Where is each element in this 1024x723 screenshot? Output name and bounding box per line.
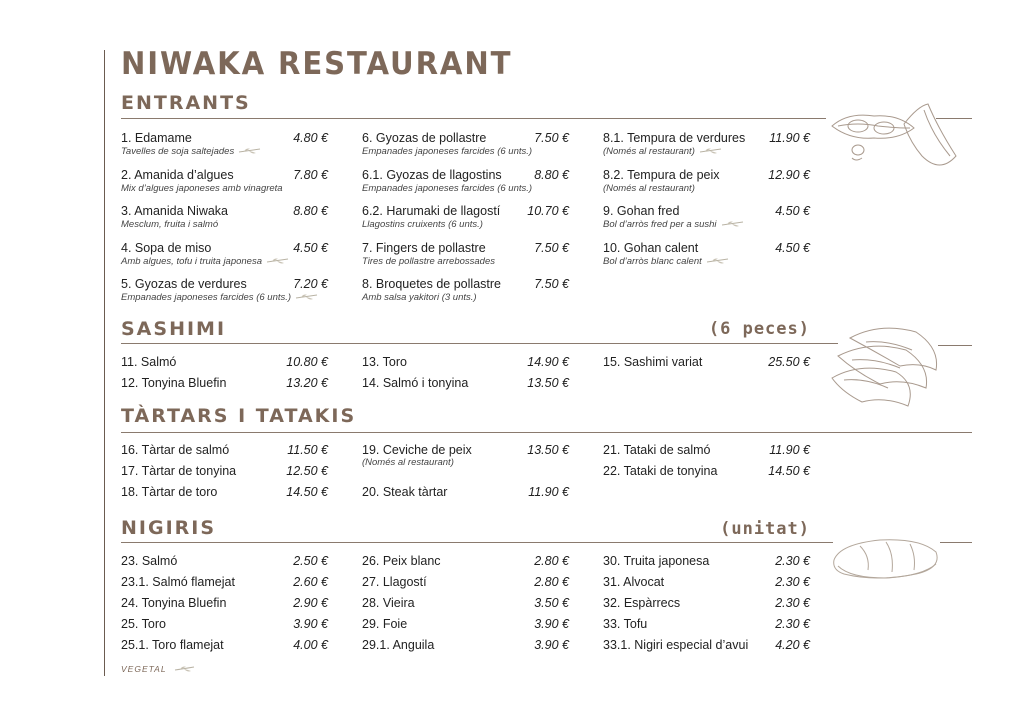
item-price: 11.50 € <box>287 443 328 457</box>
item-description <box>121 219 218 230</box>
item-price: 3.90 € <box>293 617 328 631</box>
item-name: 3. Amanida Niwaka <box>121 204 229 219</box>
item-name: 18. Tàrtar de toro <box>121 485 218 500</box>
item-name: 17. Tàrtar de tonyina <box>121 464 237 479</box>
item-description-text: (Només al restaurant) <box>603 146 695 157</box>
item-description <box>121 292 319 303</box>
item-price: 11.90 € <box>769 443 810 457</box>
item-price: 4.00 € <box>293 638 328 652</box>
item-price: 8.80 € <box>534 167 569 182</box>
item-name: 25.1. Toro flamejat <box>121 638 224 652</box>
item-name: 24. Tonyina Bluefin <box>121 596 227 610</box>
item-name: 22. Tataki de tonyina <box>603 464 718 479</box>
item-description-text: (Només al restaurant) <box>603 182 695 194</box>
item-name: 23.1. Salmó flamejat <box>121 575 235 589</box>
item-description <box>603 146 723 157</box>
item-price: 4.50 € <box>775 240 810 255</box>
item-name: 14. Salmó i tonyina <box>362 376 469 390</box>
item-description <box>362 256 495 267</box>
menu-item <box>362 131 569 159</box>
menu-item <box>362 355 569 371</box>
menu-item <box>603 617 810 633</box>
menu-item <box>121 277 328 305</box>
item-price: 7.20 € <box>293 277 328 292</box>
item-description-text: Llagostins cruixents (6 unts.) <box>362 219 483 231</box>
item-price: 7.50 € <box>534 277 569 292</box>
menu-item <box>121 575 328 591</box>
item-name: 26. Peix blanc <box>362 554 441 568</box>
restaurant-title: NIWAKA RESTAURANT <box>121 46 513 82</box>
menu-item <box>362 575 569 591</box>
item-name: 8.2. Tempura de peix <box>603 167 720 182</box>
item-description <box>362 219 483 230</box>
vegetal-legend-label: VEGETAL <box>121 664 167 674</box>
menu-item <box>603 355 810 371</box>
item-description-text: Tires de pollastre arrebossades <box>362 255 495 267</box>
item-name: 33. Tofu <box>603 617 648 631</box>
item-price: 3.50 € <box>534 596 569 610</box>
leaf-icon <box>295 293 319 302</box>
menu-item <box>603 204 810 232</box>
section-note-sashimi: (6 peces) <box>708 319 810 339</box>
item-description-text: Empanades japoneses farcides (6 unts.) <box>362 182 533 194</box>
item-name: 10. Gohan calent <box>603 240 699 255</box>
menu-item <box>603 596 810 612</box>
item-price: 13.50 € <box>527 443 569 457</box>
item-price: 13.20 € <box>286 376 328 390</box>
item-description-text: Empanades japoneses farcides (6 unts.) <box>362 146 533 157</box>
item-name: 6. Gyozas de pollastre <box>362 131 487 145</box>
item-price: 12.90 € <box>768 167 810 182</box>
item-description <box>603 256 730 267</box>
item-name: 33.1. Nigiri especial d’avui <box>603 638 749 652</box>
item-price: 14.50 € <box>768 464 810 479</box>
menu-item <box>603 554 810 570</box>
menu-item <box>121 204 328 232</box>
item-name: 12. Tonyina Bluefin <box>121 376 227 390</box>
sashimi-illustration <box>830 322 942 408</box>
menu-item <box>362 617 569 633</box>
menu-item <box>362 596 569 612</box>
section-title-tartars: TÀRTARS I TATAKIS <box>121 405 357 427</box>
item-name: 31. Alvocat <box>603 575 665 589</box>
section-rule <box>121 343 838 344</box>
item-price: 2.80 € <box>534 575 569 589</box>
section-title-sashimi: SASHIMI <box>121 318 227 340</box>
menu-item <box>121 617 328 633</box>
item-name: 19. Ceviche de peix <box>362 443 472 457</box>
item-price: 2.60 € <box>293 575 328 589</box>
leaf-icon <box>238 147 262 156</box>
item-price: 11.90 € <box>769 131 810 145</box>
item-price: 12.50 € <box>286 464 328 479</box>
item-name: 1. Edamame <box>121 131 192 145</box>
menu-item <box>362 638 569 654</box>
menu-item <box>362 277 569 305</box>
item-name: 23. Salmó <box>121 554 178 568</box>
item-price: 14.50 € <box>286 485 328 500</box>
item-name: 29. Foie <box>362 617 408 631</box>
item-price: 14.90 € <box>527 355 569 369</box>
item-price: 8.80 € <box>293 204 328 219</box>
menu-item <box>603 575 810 591</box>
section-rule <box>121 118 826 119</box>
item-description-text: Empanades japoneses farcides (6 unts.) <box>121 292 292 304</box>
menu-item <box>121 443 328 459</box>
section-rule-tail <box>938 345 972 346</box>
item-name: 11. Salmó <box>121 355 177 369</box>
item-name: 20. Steak tàrtar <box>362 485 448 499</box>
item-description <box>362 183 532 194</box>
menu-item <box>362 443 569 471</box>
menu-item <box>121 485 328 501</box>
menu-item <box>362 241 569 269</box>
menu-item <box>121 596 328 612</box>
menu-item <box>121 168 328 196</box>
menu-item <box>603 131 810 159</box>
item-price: 2.80 € <box>534 554 569 568</box>
menu-item <box>362 554 569 570</box>
item-price: 10.70 € <box>527 204 569 219</box>
item-name: 2. Amanida d’algues <box>121 167 234 182</box>
item-name: 4. Sopa de miso <box>121 240 212 255</box>
menu-item <box>121 638 328 654</box>
item-description-text: Mix d’algues japoneses amb vinagreta <box>121 182 283 194</box>
vegetal-legend <box>121 664 196 674</box>
item-description-text: Bol d’arròs blanc calent <box>603 255 702 267</box>
item-name: 29.1. Anguila <box>362 638 435 652</box>
item-name: 28. Vieira <box>362 596 415 610</box>
item-price: 2.50 € <box>293 554 328 568</box>
item-price: 7.50 € <box>534 131 569 145</box>
item-description <box>603 219 745 230</box>
section-title-entrants: ENTRANTS <box>121 92 251 114</box>
item-name: 13. Toro <box>362 355 407 369</box>
section-rule <box>121 542 833 543</box>
item-name: 9. Gohan fred <box>603 204 680 219</box>
item-price: 2.30 € <box>775 554 810 568</box>
leaf-icon <box>706 257 730 266</box>
item-name: 6.2. Harumaki de llagostí <box>362 204 501 219</box>
leaf-icon <box>174 665 196 674</box>
item-description-text: Amb algues, tofu i truita japonesa <box>121 255 263 267</box>
item-price: 25.50 € <box>768 355 810 369</box>
section-rule-tail <box>940 542 972 543</box>
item-name: 25. Toro <box>121 617 166 631</box>
item-description <box>603 183 695 194</box>
item-price: 4.20 € <box>775 638 810 652</box>
menu-item <box>362 376 569 392</box>
item-name: 16. Tàrtar de salmó <box>121 443 230 457</box>
item-price: 4.50 € <box>775 204 810 219</box>
item-description <box>362 457 454 468</box>
item-description <box>121 146 262 157</box>
item-name: 8. Broquetes de pollastre <box>362 277 501 292</box>
menu-item <box>121 241 328 269</box>
item-description <box>362 146 532 157</box>
item-price: 7.80 € <box>293 167 328 182</box>
menu-item <box>362 168 569 196</box>
item-name: 27. Llagostí <box>362 575 427 589</box>
item-price: 11.90 € <box>528 485 569 499</box>
item-price: 2.30 € <box>775 575 810 589</box>
item-price: 2.30 € <box>775 596 810 610</box>
menu-item <box>121 131 328 159</box>
item-name: 21. Tataki de salmó <box>603 443 711 457</box>
menu-item <box>603 241 810 269</box>
menu-item <box>121 554 328 570</box>
edamame-illustration <box>828 98 964 174</box>
item-price: 2.30 € <box>775 617 810 631</box>
section-note-nigiris: (unitat) <box>720 519 810 539</box>
item-name: 7. Fingers de pollastre <box>362 240 486 255</box>
item-description <box>121 183 283 194</box>
menu-item <box>362 204 569 232</box>
leaf-icon <box>266 257 290 266</box>
section-rule <box>121 432 972 433</box>
item-price: 7.50 € <box>534 240 569 255</box>
menu-item <box>603 464 810 480</box>
menu-item <box>603 443 810 459</box>
item-price: 2.90 € <box>293 596 328 610</box>
menu-item <box>121 355 328 371</box>
nigiri-illustration <box>830 534 942 584</box>
item-name: 30. Truita japonesa <box>603 554 710 568</box>
item-name: 5. Gyozas de verdures <box>121 277 247 292</box>
item-price: 4.80 € <box>293 131 328 145</box>
left-margin-line <box>104 50 105 676</box>
item-price: 10.80 € <box>286 355 328 369</box>
item-name: 8.1. Tempura de verdures <box>603 131 746 145</box>
item-price: 4.50 € <box>293 240 328 255</box>
menu-item <box>362 485 569 501</box>
menu-item <box>121 376 328 392</box>
item-name: 15. Sashimi variat <box>603 355 703 369</box>
item-name: 6.1. Gyozas de llagostins <box>362 167 502 182</box>
leaf-icon <box>721 220 745 229</box>
item-description-text: Mesclum, fruita i salmó <box>121 219 219 231</box>
item-name: 32. Espàrrecs <box>603 596 681 610</box>
menu-item <box>603 168 810 196</box>
item-price: 3.90 € <box>534 638 569 652</box>
item-description-text: Amb salsa yakitori (3 unts.) <box>362 292 477 304</box>
item-description <box>362 292 477 303</box>
menu-item <box>121 464 328 480</box>
item-description-text: Tavelles de soja saltejades <box>121 146 235 157</box>
item-description <box>121 256 290 267</box>
leaf-icon <box>699 147 723 156</box>
section-title-nigiris: NIGIRIS <box>121 517 217 539</box>
item-price: 13.50 € <box>527 376 569 390</box>
item-description-text: Bol d’arròs fred per a sushi <box>603 219 717 231</box>
item-description-text: (Només al restaurant) <box>362 457 454 468</box>
item-price: 3.90 € <box>534 617 569 631</box>
menu-item <box>603 638 810 654</box>
